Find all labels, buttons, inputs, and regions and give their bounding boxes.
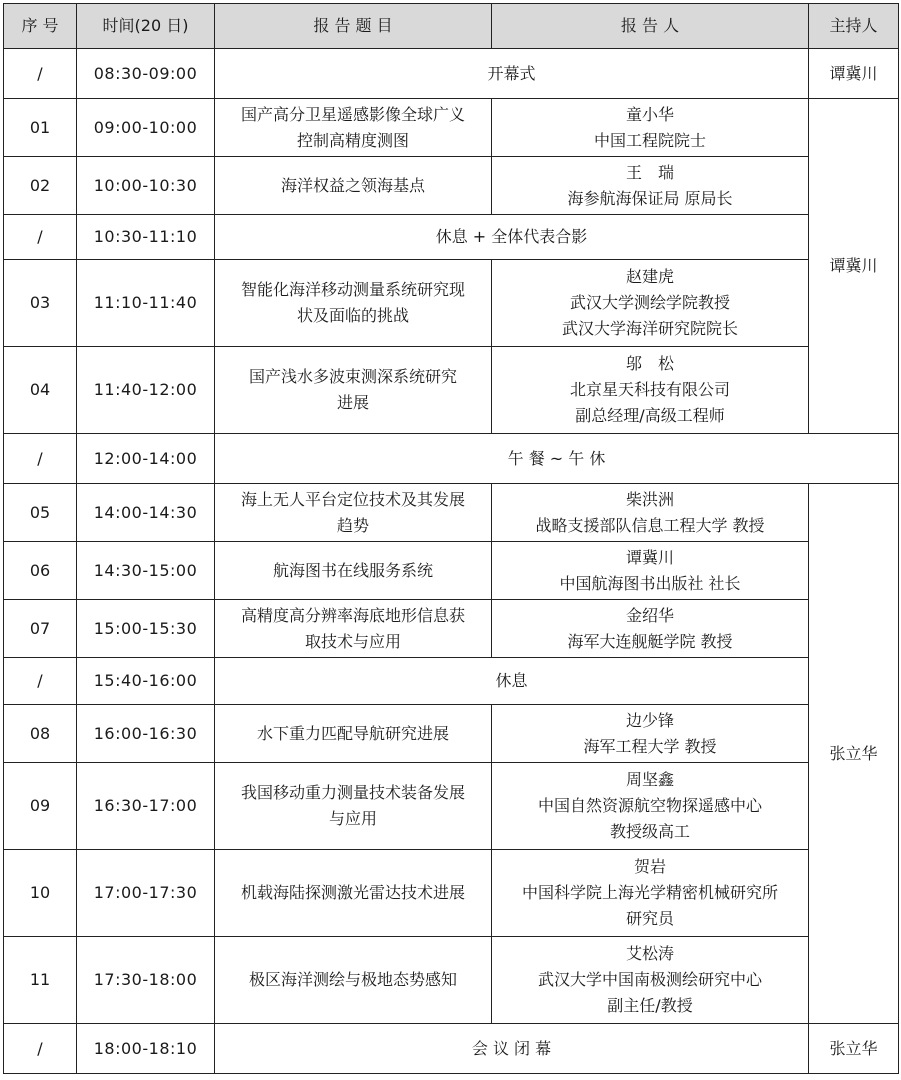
table-row [4, 850, 899, 937]
row-topic [215, 542, 492, 600]
row-speaker [492, 705, 809, 763]
row-no: / [4, 49, 77, 99]
speaker-name: 金绍华 [625, 605, 674, 625]
topic-line: 水下重力匹配导航研究进展 [256, 723, 449, 743]
row-time: 15:40-16:00 [77, 658, 215, 705]
speaker-affiliation: 武汉大学中国南极测绘研究中心 [537, 970, 762, 989]
table-row [4, 937, 899, 1024]
row-speaker [492, 937, 809, 1024]
speaker-affiliation: 战略支援部队信息工程大学 教授 [535, 515, 765, 535]
speaker-affiliation: 教授级高工 [609, 822, 690, 841]
speaker-name: 邬 松 [625, 354, 674, 373]
speaker-name: 谭冀川 [625, 547, 674, 567]
row-speaker [492, 260, 809, 347]
header-time: 时间(20 日) [77, 4, 215, 49]
row-time: 11:40-12:00 [77, 347, 215, 434]
row-topic [215, 763, 492, 850]
row-event: 开幕式 [215, 49, 809, 99]
row-speaker [492, 347, 809, 434]
topic-line: 控制高精度测图 [296, 130, 409, 150]
table-row [4, 484, 899, 542]
speaker-name: 艾松涛 [625, 944, 674, 963]
topic-line: 智能化海洋移动测量系统研究现 [240, 280, 465, 299]
speaker-name: 边少锋 [625, 710, 674, 730]
row-host: 张立华 [809, 1024, 899, 1074]
row-speaker [492, 542, 809, 600]
table-row [4, 763, 899, 850]
row-no: 06 [4, 542, 77, 600]
row-no: 09 [4, 763, 77, 850]
speaker-affiliation: 武汉大学测绘学院教授 [569, 293, 730, 312]
topic-line: 进展 [336, 393, 369, 412]
row-event: 会 议 闭 幕 [215, 1024, 809, 1074]
row-speaker [492, 99, 809, 157]
header-topic: 报 告 题 目 [215, 4, 492, 49]
row-no: / [4, 434, 77, 484]
row-topic [215, 705, 492, 763]
row-no: 07 [4, 600, 77, 658]
row-time: 10:30-11:10 [77, 215, 215, 260]
row-no: 04 [4, 347, 77, 434]
topic-line: 状及面临的挑战 [296, 306, 409, 325]
topic-line: 极区海洋测绘与极地态势感知 [248, 970, 457, 989]
row-time: 09:00-10:00 [77, 99, 215, 157]
row-no: 08 [4, 705, 77, 763]
table-row [4, 434, 899, 484]
row-event: 休息 + 全体代表合影 [215, 215, 809, 260]
speaker-name: 贺岩 [633, 857, 666, 876]
header-no: 序 号 [4, 4, 77, 49]
speaker-name: 童小华 [625, 104, 674, 124]
speaker-name: 周坚鑫 [625, 770, 674, 789]
speaker-affiliation: 中国航海图书出版社 社长 [559, 573, 741, 593]
row-topic [215, 484, 492, 542]
row-time: 14:30-15:00 [77, 542, 215, 600]
table-row [4, 157, 899, 215]
row-speaker [492, 484, 809, 542]
table-row [4, 600, 899, 658]
row-time: 15:00-15:30 [77, 600, 215, 658]
row-time: 17:00-17:30 [77, 850, 215, 937]
topic-line: 海洋权益之领海基点 [280, 175, 425, 195]
row-no: 01 [4, 99, 77, 157]
speaker-affiliation: 武汉大学海洋研究院院长 [561, 319, 738, 338]
row-time: 16:30-17:00 [77, 763, 215, 850]
speaker-affiliation: 海军大连舰艇学院 教授 [567, 631, 733, 651]
row-no: 02 [4, 157, 77, 215]
row-topic [215, 937, 492, 1024]
row-topic [215, 347, 492, 434]
speaker-affiliation: 副主任/教授 [607, 996, 693, 1015]
topic-line: 趋势 [336, 515, 369, 535]
speaker-affiliation: 研究员 [625, 909, 674, 928]
row-topic [215, 157, 492, 215]
row-time: 16:00-16:30 [77, 705, 215, 763]
row-topic [215, 850, 492, 937]
row-no: / [4, 215, 77, 260]
topic-line: 国产高分卫星遥感影像全球广义 [240, 104, 465, 124]
row-no: 05 [4, 484, 77, 542]
row-speaker [492, 763, 809, 850]
topic-line: 海上无人平台定位技术及其发展 [240, 489, 465, 509]
host-cell: 张立华 [809, 484, 899, 1024]
row-time: 11:10-11:40 [77, 260, 215, 347]
table-row [4, 49, 899, 99]
header-row [4, 4, 899, 49]
topic-line: 与应用 [328, 809, 377, 828]
row-no: 03 [4, 260, 77, 347]
header-host: 主持人 [809, 4, 899, 49]
topic-line: 机载海陆探测激光雷达技术进展 [240, 883, 465, 902]
table-row [4, 705, 899, 763]
table-row [4, 542, 899, 600]
topic-line: 航海图书在线服务系统 [272, 560, 433, 580]
row-time: 17:30-18:00 [77, 937, 215, 1024]
row-topic [215, 99, 492, 157]
row-topic [215, 600, 492, 658]
speaker-affiliation: 中国科学院上海光学精密机械研究所 [521, 883, 778, 902]
row-topic [215, 260, 492, 347]
table-row [4, 260, 899, 347]
schedule-table [3, 3, 899, 1074]
row-no: 10 [4, 850, 77, 937]
row-speaker [492, 850, 809, 937]
speaker-affiliation: 北京星天科技有限公司 [569, 380, 730, 399]
host-cell: 谭冀川 [809, 99, 899, 434]
row-host: 谭冀川 [809, 49, 899, 99]
row-time: 14:00-14:30 [77, 484, 215, 542]
speaker-affiliation: 副总经理/高级工程师 [575, 406, 725, 425]
speaker-affiliation: 中国自然资源航空物探遥感中心 [537, 796, 762, 815]
speaker-affiliation: 海军工程大学 教授 [583, 736, 717, 756]
row-time: 10:00-10:30 [77, 157, 215, 215]
topic-line: 取技术与应用 [304, 631, 401, 651]
row-speaker [492, 600, 809, 658]
speaker-affiliation: 中国工程院院士 [593, 130, 706, 150]
row-speaker [492, 157, 809, 215]
speaker-affiliation: 海参航海保证局 原局长 [567, 188, 733, 208]
topic-line: 高精度高分辨率海底地形信息获 [240, 605, 465, 625]
speaker-name: 赵建虎 [625, 267, 674, 286]
table-row [4, 658, 899, 705]
row-time: 12:00-14:00 [77, 434, 215, 484]
table-row [4, 99, 899, 157]
row-time: 08:30-09:00 [77, 49, 215, 99]
table-row [4, 347, 899, 434]
header-speaker: 报 告 人 [492, 4, 809, 49]
row-no: / [4, 658, 77, 705]
row-event: 休息 [215, 658, 809, 705]
row-no: 11 [4, 937, 77, 1024]
table-row [4, 1024, 899, 1074]
topic-line: 我国移动重力测量技术装备发展 [240, 783, 465, 802]
row-time: 18:00-18:10 [77, 1024, 215, 1074]
topic-line: 国产浅水多波束测深系统研究 [248, 367, 457, 386]
row-event: 午 餐 ~ 午 休 [215, 434, 899, 484]
speaker-name: 王 瑞 [625, 162, 674, 182]
row-no: / [4, 1024, 77, 1074]
speaker-name: 柴洪洲 [625, 489, 674, 509]
table-row [4, 215, 899, 260]
